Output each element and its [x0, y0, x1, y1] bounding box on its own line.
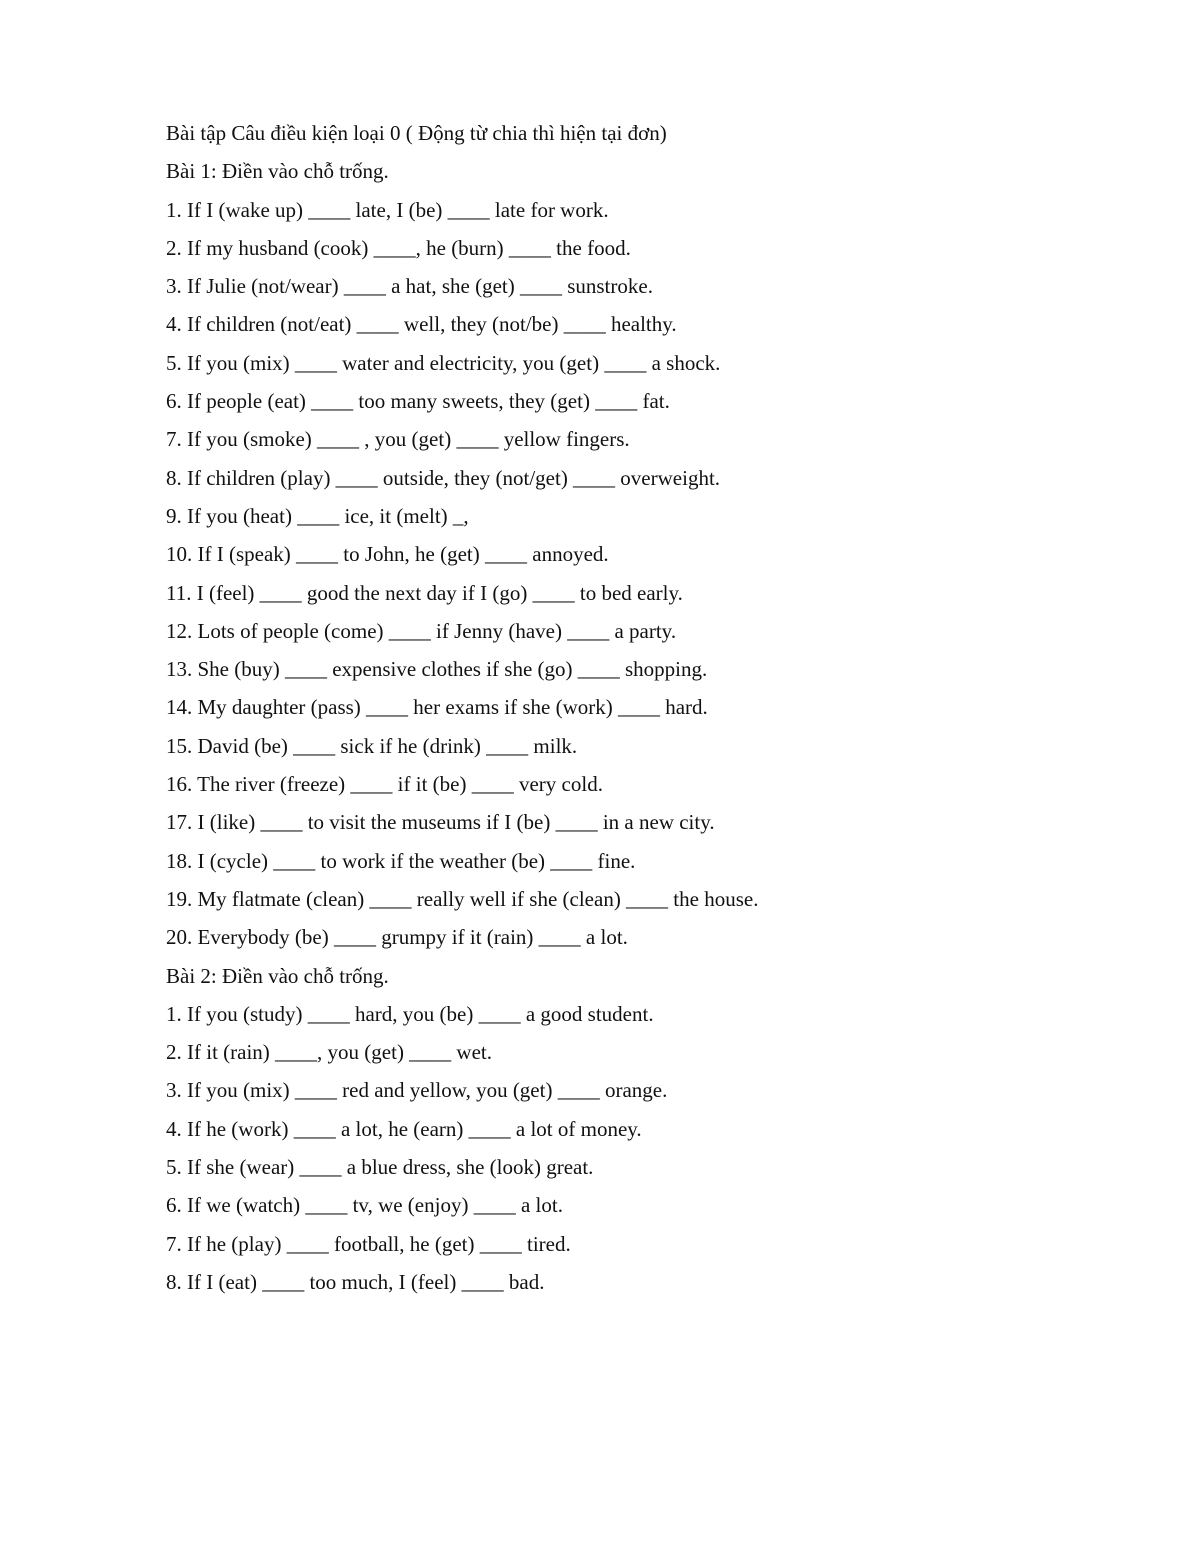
section-1-heading: Bài 1: Điền vào chỗ trống. — [166, 159, 389, 184]
exercise-2-item: 2. If it (rain) ____, you (get) ____ wet. — [166, 1040, 493, 1065]
exercise-1-item: 5. If you (mix) ____ water and electricity, you (get) ____ a shock. — [166, 350, 721, 375]
exercise-2-item: 7. If he (play) ____ football, he (get) ____ tired. — [166, 1231, 571, 1256]
exercise-1-item: 13. She (buy) ____ expensive clothes if she (go) ____ shopping. — [166, 657, 708, 682]
exercise-2-item: 8. If I (eat) ____ too much, I (feel) ____ bad. — [166, 1269, 545, 1294]
exercise-1-item: 1. If I (wake up) ____ late, I (be) ____ late for work. — [166, 197, 609, 222]
exercise-1-item: 15. David (be) ____ sick if he (drink) ____ milk. — [166, 733, 578, 758]
exercise-2-item: 1. If you (study) ____ hard, you (be) ____ a good student. — [166, 1001, 654, 1026]
section-2-heading: Bài 2: Điền vào chỗ trống. — [166, 963, 389, 988]
document-page — [166, 114, 1146, 1301]
exercise-1-item: 9. If you (heat) ____ ice, it (melt) _, — [166, 503, 469, 528]
exercise-1-item: 12. Lots of people (come) ____ if Jenny (have) ____ a party. — [166, 618, 677, 643]
exercise-1-item: 8. If children (play) ____ outside, they (not/get) ____ overweight. — [166, 465, 721, 490]
exercise-2-item: 3. If you (mix) ____ red and yellow, you (get) ____ orange. — [166, 1078, 668, 1103]
exercise-1-item: 3. If Julie (not/wear) ____ a hat, she (get) ____ sunstroke. — [166, 274, 653, 299]
exercise-2-item: 5. If she (wear) ____ a blue dress, she (look) great. — [166, 1155, 594, 1180]
exercise-1-item: 17. I (like) ____ to visit the museums if I (be) ____ in a new city. — [166, 810, 715, 835]
exercise-1-item: 6. If people (eat) ____ too many sweets, they (get) ____ fat. — [166, 389, 670, 414]
exercise-1-item: 4. If children (not/eat) ____ well, they (not/be) ____ healthy. — [166, 312, 677, 337]
exercise-1-item: 14. My daughter (pass) ____ her exams if she (work) ____ hard. — [166, 695, 708, 720]
document-title: Bài tập Câu điều kiện loại 0 ( Động từ chia thì hiện tại đơn) — [166, 121, 667, 145]
exercise-1-item: 16. The river (freeze) ____ if it (be) ____ very cold. — [166, 772, 603, 797]
exercise-1-item: 2. If my husband (cook) ____, he (burn) ____ the food. — [166, 235, 631, 260]
exercise-1-item: 11. I (feel) ____ good the next day if I (go) ____ to bed early. — [166, 580, 683, 605]
exercise-2-item: 6. If we (watch) ____ tv, we (enjoy) ____ a lot. — [166, 1193, 563, 1218]
exercise-1-item: 19. My flatmate (clean) ____ really well if she (clean) ____ the house. — [166, 886, 759, 911]
exercise-1-item: 7. If you (smoke) ____ , you (get) ____ yellow fingers. — [166, 427, 630, 452]
exercise-1-item: 10. If I (speak) ____ to John, he (get) ____ annoyed. — [166, 542, 609, 567]
exercise-2-item: 4. If he (work) ____ a lot, he (earn) ____ a lot of money. — [166, 1116, 642, 1141]
exercise-1-item: 18. I (cycle) ____ to work if the weather (be) ____ fine. — [166, 848, 636, 873]
exercise-1-item: 20. Everybody (be) ____ grumpy if it (rain) ____ a lot. — [166, 925, 628, 950]
